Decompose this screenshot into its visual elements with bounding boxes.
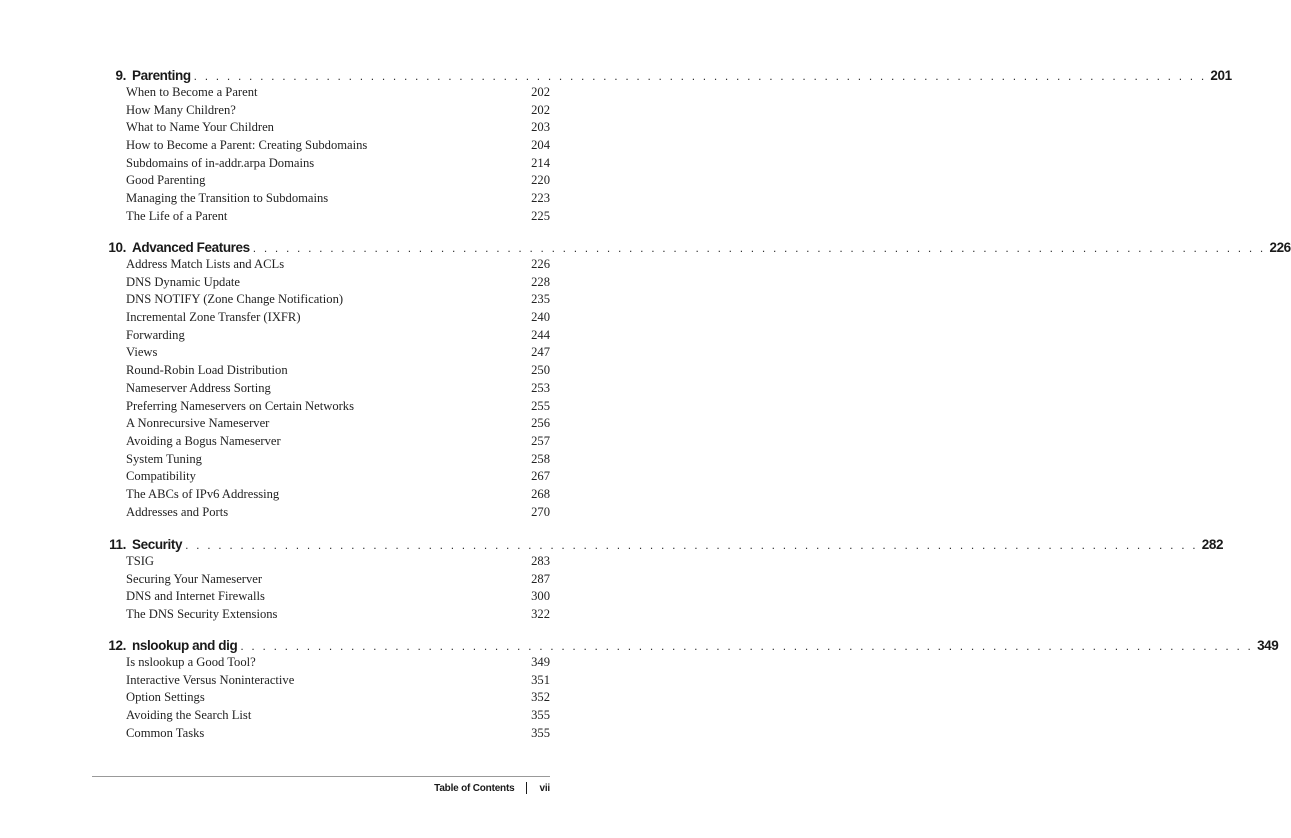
- section-title: Managing the Transition to Subdomains: [126, 191, 329, 206]
- footer-rule: [92, 776, 550, 777]
- footer-page-number: vii: [539, 782, 550, 794]
- section-entry[interactable]: [92, 84, 550, 102]
- chapter-page: 349: [1253, 638, 1278, 654]
- section-entry[interactable]: [92, 486, 550, 504]
- section-page: 255: [531, 398, 550, 413]
- section-title: The ABCs of IPv6 Addressing: [126, 486, 280, 501]
- section-entry[interactable]: [92, 291, 550, 309]
- section-page: 220: [531, 173, 550, 188]
- section-title: Good Parenting: [126, 173, 206, 188]
- section-page: 287: [531, 571, 550, 586]
- section-page: 351: [531, 672, 550, 687]
- section-title: Views: [126, 345, 158, 360]
- section-entry[interactable]: [92, 433, 550, 451]
- section-entry[interactable]: [92, 571, 550, 589]
- section-entry[interactable]: [92, 362, 550, 380]
- section-title: Securing Your Nameserver: [126, 571, 263, 586]
- section-title: Subdomains of in-addr.arpa Domains: [126, 155, 315, 170]
- section-entry[interactable]: [92, 707, 550, 725]
- chapter-title: Parenting: [132, 68, 194, 84]
- section-entry[interactable]: [92, 672, 550, 690]
- section-title: Incremental Zone Transfer (IXFR): [126, 310, 301, 325]
- section-page: 202: [531, 85, 550, 99]
- section-page: 244: [531, 327, 550, 342]
- section-title: The Life of a Parent: [126, 208, 228, 223]
- chapter-number: 10.: [108, 240, 126, 255]
- chapter-11: [92, 533, 1224, 624]
- section-page: 355: [531, 708, 550, 723]
- section-entry[interactable]: [92, 725, 550, 743]
- section-entry[interactable]: [92, 654, 550, 672]
- chapter-title: nslookup and dig: [132, 638, 240, 654]
- section-list: [92, 84, 550, 226]
- section-entry[interactable]: [92, 415, 550, 433]
- section-page: 250: [531, 363, 550, 378]
- section-entry[interactable]: [92, 256, 550, 274]
- section-entry[interactable]: [92, 344, 550, 362]
- section-entry[interactable]: [92, 451, 550, 469]
- section-page: 258: [531, 451, 550, 466]
- section-list: [92, 553, 550, 624]
- dot-leader: . . . . . . . . . . . . . . . . . . . . . . . . . . . . . . . . . . . . . . . . . . . . . . . . . . . . . . . . . . . . . . . . . . . . . . . . . . . . . . . . . . . . . . . . . . . .: [193, 69, 1207, 83]
- section-page: 240: [531, 310, 550, 325]
- section-entry[interactable]: [92, 155, 550, 173]
- chapter-10: [92, 236, 1291, 521]
- section-title: DNS Dynamic Update: [126, 274, 241, 289]
- chapter-page: 282: [1198, 537, 1223, 553]
- section-entry[interactable]: [92, 504, 550, 522]
- section-entry[interactable]: [92, 588, 550, 606]
- section-title: Compatibility: [126, 469, 196, 484]
- section-entry[interactable]: [92, 172, 550, 190]
- chapter-heading[interactable]: [92, 236, 1291, 256]
- chapter-page: 226: [1265, 240, 1290, 256]
- section-page: 214: [531, 155, 550, 170]
- chapter-heading[interactable]: [92, 64, 1232, 84]
- section-page: 253: [531, 380, 550, 395]
- section-page: 204: [531, 138, 550, 153]
- section-entry[interactable]: [92, 208, 550, 226]
- section-title: Avoiding the Search List: [126, 708, 252, 723]
- section-page: 349: [531, 655, 550, 669]
- section-title: Round-Robin Load Distribution: [126, 363, 288, 378]
- section-title: DNS and Internet Firewalls: [126, 589, 265, 604]
- section-title: A Nonrecursive Nameserver: [126, 416, 270, 431]
- footer-label: Table of Contents: [434, 782, 515, 794]
- chapter-12: [92, 634, 1279, 742]
- section-title: System Tuning: [126, 451, 202, 466]
- section-entry[interactable]: [92, 327, 550, 345]
- section-page: 203: [531, 120, 550, 135]
- section-entry[interactable]: [92, 102, 550, 120]
- chapter-page: 201: [1206, 68, 1231, 84]
- section-page: 322: [531, 607, 550, 622]
- chapter-number: 11.: [109, 537, 126, 552]
- section-title: How to Become a Parent: Creating Subdomains: [126, 138, 368, 153]
- section-page: 268: [531, 486, 550, 501]
- section-title: DNS NOTIFY (Zone Change Notification): [126, 292, 344, 307]
- section-page: 267: [531, 469, 550, 484]
- section-title: TSIG: [126, 554, 154, 568]
- chapter-heading[interactable]: [92, 533, 1224, 553]
- section-page: 202: [531, 102, 550, 117]
- section-page: 300: [531, 589, 550, 604]
- section-title: The DNS Security Extensions: [126, 607, 278, 622]
- dot-leader: . . . . . . . . . . . . . . . . . . . . . . . . . . . . . . . . . . . . . . . . . . . . . . . . . . . . . . . . . . . . . . . . . . . . . . . . . . . . . . . . . . . . . . . . . . . .: [185, 538, 1198, 552]
- section-entry[interactable]: [92, 689, 550, 707]
- chapter-heading[interactable]: [92, 634, 1279, 654]
- section-entry[interactable]: [92, 468, 550, 486]
- section-page: 235: [531, 292, 550, 307]
- section-title: Interactive Versus Noninteractive: [126, 672, 295, 687]
- section-page: 256: [531, 416, 550, 431]
- chapter-9: [92, 64, 1232, 226]
- section-title: Nameserver Address Sorting: [126, 380, 271, 395]
- section-entry[interactable]: [92, 380, 550, 398]
- section-entry[interactable]: [92, 606, 550, 624]
- section-title: Is nslookup a Good Tool?: [126, 655, 256, 669]
- section-entry[interactable]: [92, 553, 550, 571]
- section-page: 225: [531, 208, 550, 223]
- section-entry[interactable]: [92, 309, 550, 327]
- section-title: Address Match Lists and ACLs: [126, 257, 285, 271]
- section-title: Addresses and Ports: [126, 504, 229, 519]
- section-page: 257: [531, 433, 550, 448]
- section-page: 270: [531, 504, 550, 519]
- dot-leader: . . . . . . . . . . . . . . . . . . . . . . . . . . . . . . . . . . . . . . . . . . . . . . . . . . . . . . . . . . . . . . . . . . . . . . . . . . . . . . . . . . . . . . . . . . . .: [240, 639, 1254, 653]
- section-page: 226: [531, 257, 550, 271]
- section-page: 228: [531, 274, 550, 289]
- section-page: 352: [531, 690, 550, 705]
- section-entry[interactable]: [92, 137, 550, 155]
- section-title: Preferring Nameservers on Certain Networks: [126, 398, 355, 413]
- page-footer: [434, 782, 550, 794]
- section-entry[interactable]: [92, 274, 550, 292]
- section-title: When to Become a Parent: [126, 85, 258, 99]
- section-list: [92, 256, 550, 521]
- section-page: 355: [531, 725, 550, 740]
- dot-leader: . . . . . . . . . . . . . . . . . . . . . . . . . . . . . . . . . . . . . . . . . . . . . . . . . . . . . . . . . . . . . . . . . . . . . . . . . . . . . . . . . . . . . . . . . . . .: [252, 241, 1266, 255]
- section-title: Common Tasks: [126, 725, 205, 740]
- section-entry[interactable]: [92, 190, 550, 208]
- chapter-number: 12.: [108, 638, 126, 653]
- section-title: Option Settings: [126, 690, 205, 705]
- section-title: How Many Children?: [126, 102, 236, 117]
- section-entry[interactable]: [92, 119, 550, 137]
- section-title: What to Name Your Children: [126, 120, 274, 135]
- chapter-title: Advanced Features: [132, 240, 253, 256]
- section-page: 223: [531, 191, 550, 206]
- section-page: 283: [531, 554, 550, 568]
- section-title: Forwarding: [126, 327, 185, 342]
- section-page: 247: [531, 345, 550, 360]
- section-entry[interactable]: [92, 398, 550, 416]
- section-list: [92, 654, 550, 742]
- chapter-title: Security: [132, 537, 185, 553]
- section-title: Avoiding a Bogus Nameserver: [126, 433, 281, 448]
- chapter-number: 9.: [115, 68, 126, 83]
- footer-separator: [526, 782, 527, 794]
